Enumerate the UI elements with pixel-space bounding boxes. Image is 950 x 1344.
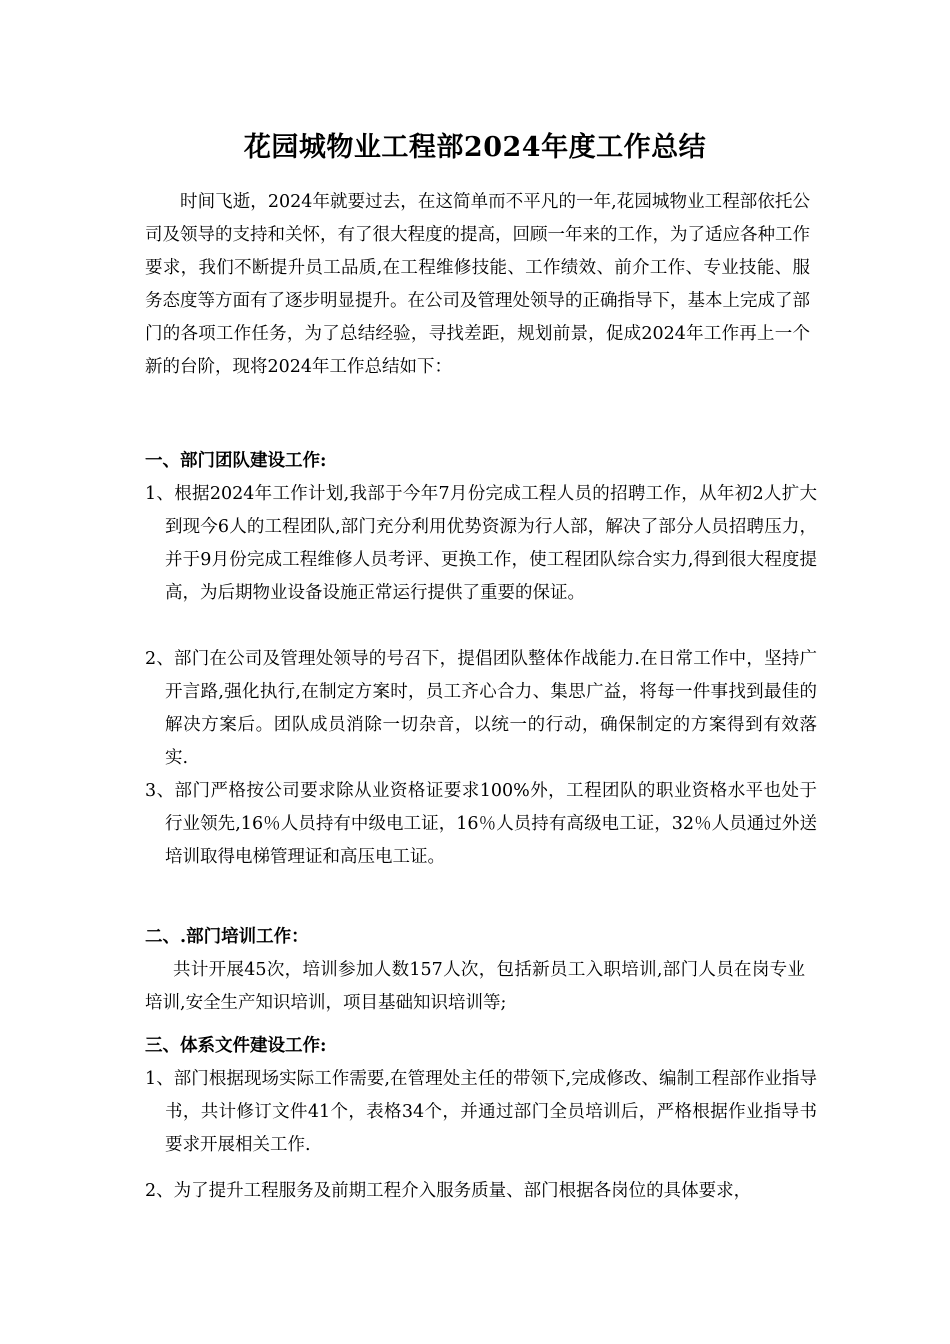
list-item bbox=[145, 478, 817, 610]
section-heading-team: 一、部门团队建设工作: bbox=[145, 451, 327, 471]
item-number: 2、 bbox=[145, 649, 175, 669]
list-item bbox=[145, 775, 817, 874]
list-item bbox=[145, 1175, 817, 1208]
list-item bbox=[145, 1063, 817, 1162]
training-paragraph: 共计开展45次，培训参加人数157人次，包括新员工入职培训,部门人员在岗专业培训,安全生产知识培训，项目基础知识培训等; bbox=[145, 960, 805, 1013]
item-number: 3、 bbox=[145, 781, 175, 801]
item-text: 部门在公司及管理处领导的号召下，提倡团队整体作战能力.在日常工作中，坚持广开言路,强化执行,在制定方案时，员工齐心合力、集思广益，将每一件事找到最佳的解决方案后。团队成员消除一切杂音，以统一的行动，确保制定的方案得到有效落实. bbox=[165, 649, 817, 768]
intro-paragraph: 时间飞逝，2024年就要过去，在这简单而不平凡的一年,花园城物业工程部依托公司及领导的支持和关怀，有了很大程度的提高，回顾一年来的工作，为了适应各种工作要求，我们不断提升员工品质,在工程维修技能、工作绩效、前介工作、专业技能、服务态度等方面有了逐步明显提升。在公司及管理处领导的正确指导下，基本上完成了部门的各项工作任务，为了总结经验，寻找差距，规划前景，促成2024年工作再上一个新的台阶，现将2024年工作总结如下： bbox=[145, 192, 810, 377]
item-text: 根据2024年工作计划,我部于今年7月份完成工程人员的招聘工作，从年初2人扩大到现今6人的工程团队,部门充分利用优势资源为行人部，解决了部分人员招聘压力，并于9月份完成工程维修人员考评、更换工作，使工程团队综合实力,得到很大程度提高，为后期物业设备设施正常运行提供了重要的保证。 bbox=[165, 484, 817, 603]
section-heading-documents: 三、体系文件建设工作: bbox=[145, 1036, 327, 1056]
list-item bbox=[145, 643, 817, 775]
item-number: 1、 bbox=[145, 484, 175, 504]
item-text: 为了提升工程服务及前期工程介入服务质量、部门根据各岗位的具体要求， bbox=[173, 1181, 752, 1201]
item-text: 部门根据现场实际工作需要,在管理处主任的带领下,完成修改、编制工程部作业指导书，共计修订文件41个，表格34个，并通过部门全员培训后，严格根据作业指导书要求开展相关工作. bbox=[165, 1069, 817, 1155]
item-text: 部门严格按公司要求除从业资格证要求100%外，工程团队的职业资格水平也处于行业领先,16％人员持有中级电工证，16％人员持有高级电工证，32％人员通过外送培训取得电梯管理证和高压电工证。 bbox=[165, 781, 817, 867]
item-number: 2、 bbox=[145, 1181, 174, 1201]
item-number: 1、 bbox=[145, 1069, 174, 1089]
section-heading-training: 二、.部门培训工作： bbox=[145, 927, 309, 947]
document-title: 花园城物业工程部2024年度工作总结 bbox=[243, 132, 707, 163]
